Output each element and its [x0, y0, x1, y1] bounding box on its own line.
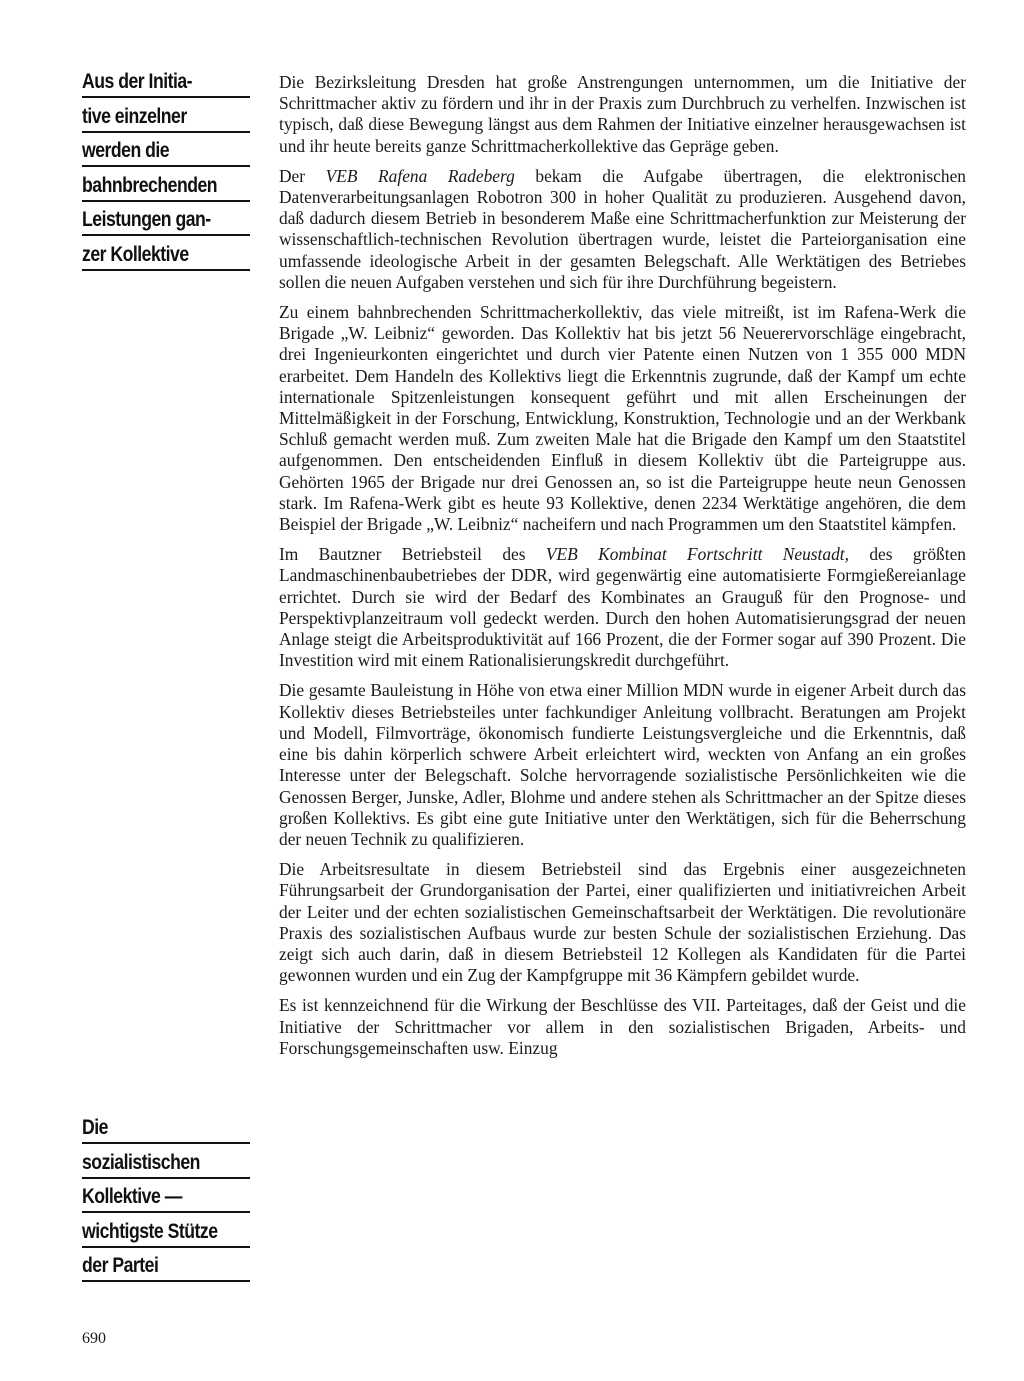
paragraph	[279, 995, 966, 1059]
heading-line: Kollektive —	[82, 1181, 250, 1213]
paragraph	[279, 302, 966, 535]
margin-heading-initiative	[82, 66, 225, 273]
heading-line: Die	[82, 1112, 250, 1144]
page-number: 690	[82, 1330, 106, 1347]
paragraph-text: Es ist kennzeichnend für die Wirkung der Beschlüsse des VII. Parteitages, daß der Geist und die Initiative der Schrittmacher vor allem in den sozialistischen Brigaden, Arbeits- und Forschungsgemeinschaften usw. Einzug	[279, 995, 966, 1058]
paragraph	[279, 859, 966, 986]
heading-line: zer Kollektive	[82, 239, 250, 271]
heading-line: tive einzelner	[82, 101, 250, 133]
paragraph	[279, 680, 966, 850]
paragraph-text: Die gesamte Bauleistung in Höhe von etwa einer Million MDN wurde in eigener Arbeit durch das Kollektiv dieses Betriebsteiles unter fachkundiger Anleitung vollbracht. Beratungen am Projekt und Modell, Filmvorträge, ökonomisch fundierte Leistungsvergleiche und die Erkenntnis, daß eine bis dahin körperlich schwere Arbeit erleichtert wird, weckten von Anfang an ein großes Interesse unter der Belegschaft. Solche hervorragende sozialistische Persönlichkeiten wie die Genossen Berger, Junske, Adler, Blohme und andere stehen als Schrittmacher an der Spitze dieses großen Kollektivs. Es gibt eine gute Initiative unter den Werktätigen, sich für die Beherrschung der neuen Technik zu qualifizieren.	[279, 680, 966, 849]
heading-line: Aus der Initia-	[82, 66, 250, 98]
paragraph-text: Die Arbeitsresultate in diesem Betriebsteil sind das Ergebnis einer ausgezeichneten Führungsarbeit der Grundorganisation der Partei, einer qualifizierten und initiativreichen Arbeit der Leiter und der echten sozialistischen Gemeinschaftsarbeit der Werktätigen. Die revolutionäre Praxis des sozialistischen Aufbaus wurde zur besten Schule der sozialistischen Erziehung. Das zeigt sich auch darin, daß in diesem Betriebsteil 12 Kollegen als Kandidaten für die Partei gewonnen wurden und ein Zug der Kampfgruppe mit 36 Kämpfern gebildet wurde.	[279, 859, 966, 986]
company-name: VEB Rafena Radeberg	[325, 165, 515, 186]
paragraph-text-pre: Im Bautzner Betriebsteil des	[279, 544, 546, 565]
paragraph	[279, 72, 966, 157]
heading-line: wichtigste Stütze	[82, 1216, 250, 1248]
paragraph-text: Zu einem bahnbrechenden Schrittmacherkollektiv, das viele mitreißt, ist im Rafena-Werk die Brigade „W. Leibniz“ geworden. Das Kollektiv hat bis jetzt 56 Neuerervorschläge eingebracht, drei Ingenieurkonten eingerichtet und durch vier Patente einen Nutzen von 1 355 000 MDN erarbeitet. Dem Handeln des Kollektivs liegt die Erkenntnis zugrunde, daß der Kampf um echte internationale Spitzenleistungen konsequent geführt und mit allen Erscheinungen der Mittelmäßigkeit in der Forschung, Entwicklung, Konstruktion, Technologie und an der Werkbank Schluß gemacht werden muß. Zum zweiten Male hat die Brigade den Kampf um den Staatstitel aufgenommen. Den entscheidenden Einfluß in diesem Kollektiv übt die Parteigruppe aus. Gehörten 1965 der Brigade nur drei Genossen an, so ist die Parteigruppe heute neun Genossen stark. Im Rafena-Werk gibt es heute 93 Kollektive, denen 2234 Werktätige angehören, die dem Beispiel der Brigade „W. Leibniz“ nacheifern und nach Programmen um den Staatstitel kämpfen.	[279, 302, 966, 535]
paragraph-text-post: bekam die Aufgabe übertragen, die elektronischen Datenverarbeitungsanlagen Robotron 300 in hoher Qualität zu produzieren. Ausgehend davon, daß dadurch diesem Betrieb in besonderem Maße eine Schrittmacherfunktion zur Meisterung der wissenschaftlich-technischen Revolution übertragen wurde, leistet die Parteiorganisation eine umfassende ideologische Arbeit in der gesamten Belegschaft. Alle Werktätigen des Betriebes sollen die neuen Aufgaben verstehen und sich für ihre Durchführung begeistern.	[279, 165, 966, 292]
margin-heading-kollektive	[82, 1112, 225, 1285]
paragraph	[279, 166, 966, 293]
paragraph-text-post: des größten Landmaschinenbaubetriebes der DDR, wird gegenwärtig eine automatisierte Formgießereianlage errichtet. Durch sie wird der Bedarf des Kombinates an Grauguß für den Prognose- und Perspektivplanzeitraum voll gedeckt werden. Durch den hohen Automatisierungsgrad der neuen Anlage steigt die Arbeitsproduktivität auf 166 Prozent, die der Former sogar auf 390 Prozent. Die Investition wird mit einem Rationalisierungskredit durchgeführt.	[279, 544, 966, 671]
paragraph	[279, 544, 966, 671]
heading-line: sozialistischen	[82, 1147, 250, 1179]
company-name: VEB Kombinat Fortschritt Neustadt,	[545, 544, 849, 565]
paragraph-text: Die Bezirksleitung Dresden hat große Anstrengungen unternommen, um die Initiative der Schrittmacher aktiv zu fördern und ihr in der Praxis zum Durchbruch zu verhelfen. Inzwischen ist typisch, daß diese Bewegung längst aus dem Rahmen der Initiative einzelner herausgewachsen ist und ihr heute bereits ganze Schrittmacherkollektive das Gepräge geben.	[279, 72, 966, 156]
heading-line: Leistungen gan-	[82, 204, 250, 236]
body-text-column	[279, 72, 966, 1068]
heading-line: werden die	[82, 135, 250, 167]
heading-line: der Partei	[82, 1250, 250, 1282]
heading-line: bahnbrechenden	[82, 170, 250, 202]
paragraph-text-pre: Der	[279, 165, 326, 186]
